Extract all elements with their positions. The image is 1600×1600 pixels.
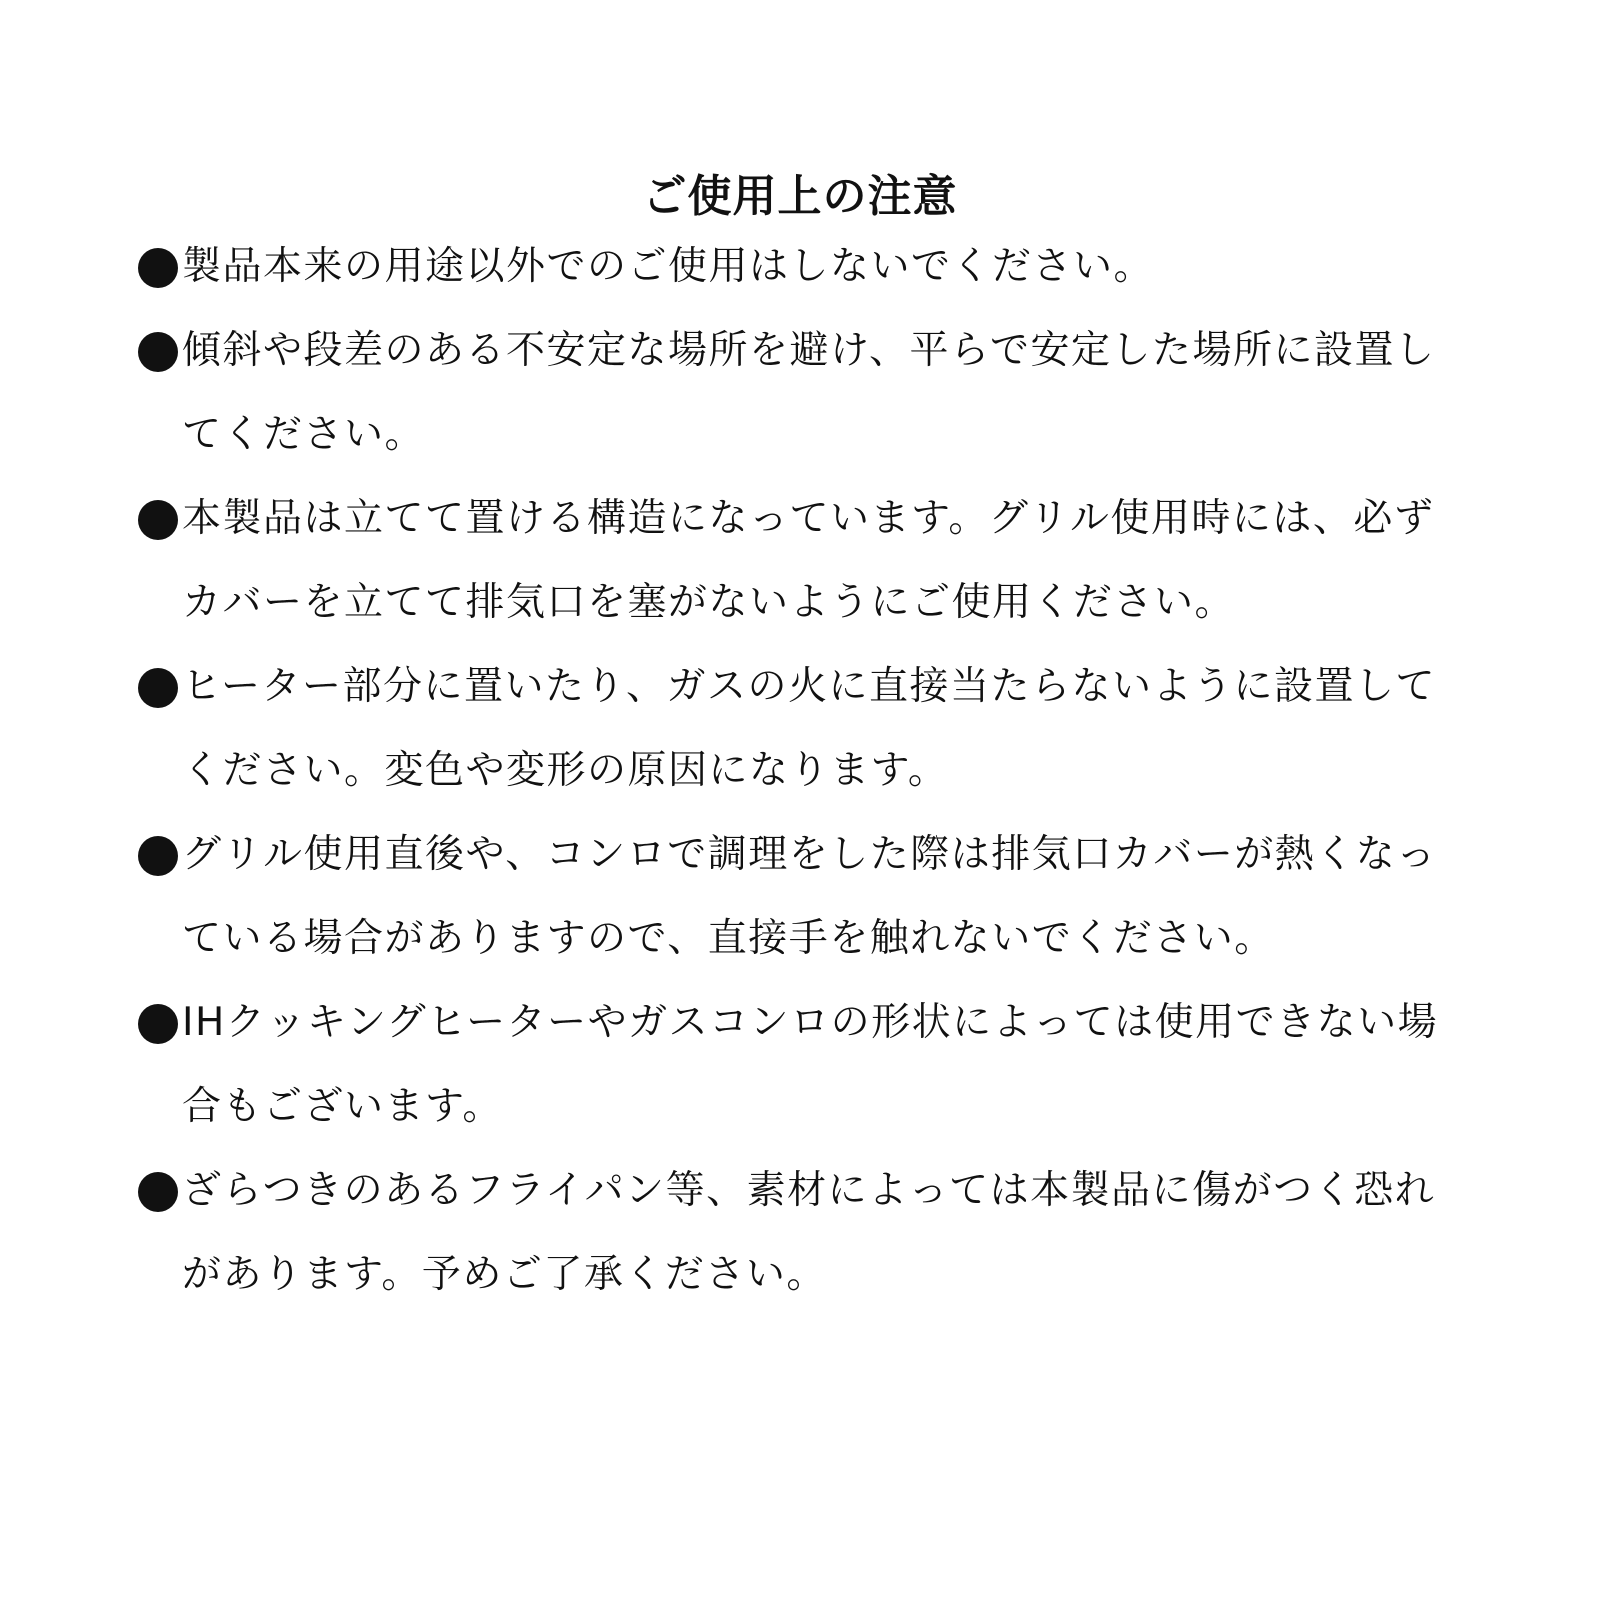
list-item [138,477,1468,645]
bullet-icon [138,668,178,708]
precaution-text: ざらつきのあるフライパン等、素材によっては本製品に傷がつく恐れがあります。予めご了承ください。 [182,1168,1436,1297]
list-item [138,813,1468,981]
bullet-icon [138,500,178,540]
list-item [138,1149,1468,1317]
page-title: ご使用上の注意 [642,171,958,223]
precautions-list [138,225,1468,1317]
precaution-text: グリル使用直後や、コンロで調理をした際は排気口カバーが熱くなっている場合がありますので、直接手を触れないでください。 [182,832,1437,961]
list-item [138,981,1468,1149]
list-item [138,225,1468,309]
precaution-text: 製品本来の用途以外でのご使用はしないでください。 [182,244,1155,289]
list-item [138,309,1468,477]
bullet-icon [138,248,178,288]
list-item [138,645,1468,813]
bullet-icon [138,1004,178,1044]
bullet-icon [138,1172,178,1212]
bullet-icon [138,836,178,876]
bullet-icon [138,332,178,372]
precaution-text: ヒーター部分に置いたり、ガスの火に直接当たらないように設置してください。変色や変形の原因になります。 [182,664,1436,793]
precaution-text: 傾斜や段差のある不安定な場所を避け、平らで安定した場所に設置してください。 [182,328,1436,457]
precaution-text: IHクッキングヒーターやガスコンロの形状によっては使用できない場合もございます。 [182,1000,1439,1129]
precaution-text: 本製品は立てて置ける構造になっています。グリル使用時には、必ずカバーを立てて排気口を塞がないようにご使用ください。 [182,496,1435,625]
